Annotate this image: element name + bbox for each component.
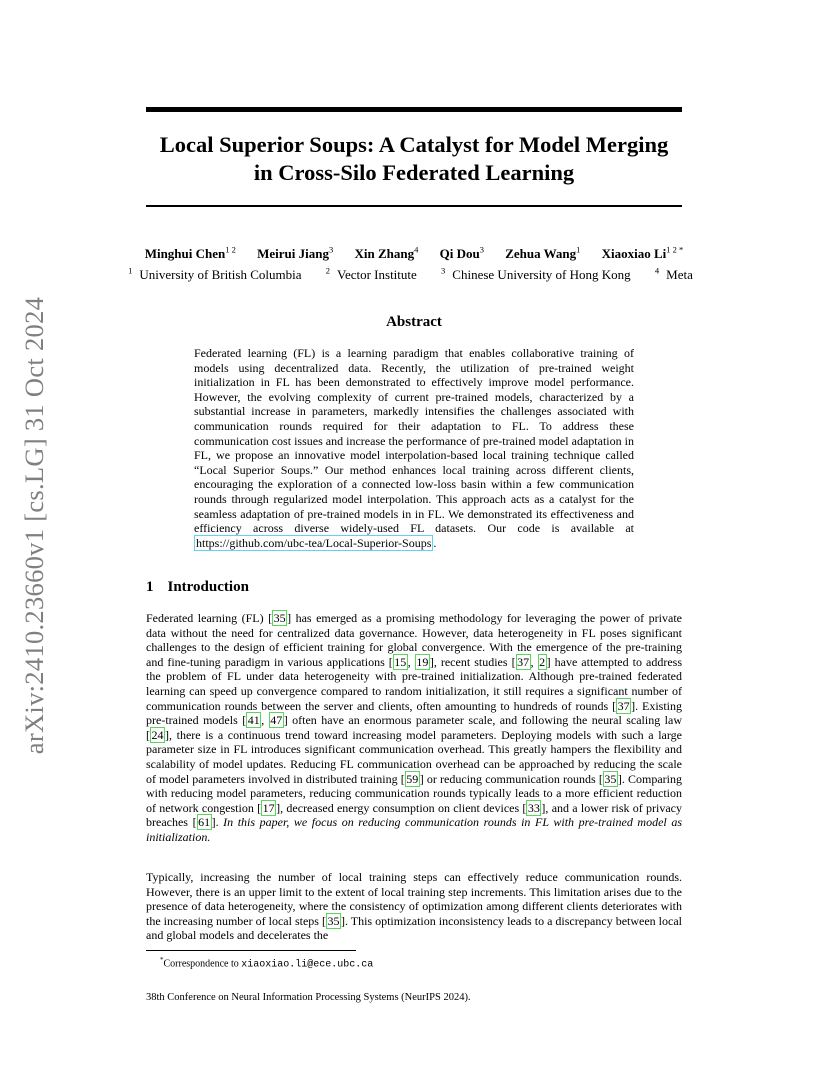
author: Xiaoxiao $Li^{1 2 *}$ (601, 245, 684, 262)
author: Minghui Chen$^{1 2}$ (144, 245, 236, 262)
code-link[interactable]: https://github.com/ubc-tea/Local-Superior-Soups (196, 535, 432, 550)
citation-link[interactable]: 15 (394, 654, 407, 669)
author-names (100, 242, 728, 262)
intro-paragraph-2: Typically, increasing the number of local training steps can effectively reduce communication rounds. However, there is an upper limit to the extent of local training step increments. This limitation arises due to the presence of data heterogeneity, where the consistency of optimization among different clients deteriorates with the increasing number of local steps [ 35 ]. This optimization inconsistency leads to a discrepancy between local and global models and decelerates the (146, 870, 683, 943)
author: Meirui Jiang$^3$ (257, 245, 334, 262)
title-line-2: in Cross-Silo Federated Learning (253, 160, 575, 185)
section-number: 1 (146, 579, 154, 595)
citation-link[interactable]: 17 (262, 800, 275, 815)
affiliation: $^2$ Vector Institute (325, 265, 417, 282)
citation-link[interactable]: 24 (151, 727, 164, 742)
section-title: Introduction (167, 579, 249, 595)
citation-link[interactable]: 41 (247, 713, 260, 728)
citation-link[interactable]: 47 (270, 713, 283, 728)
citation-link[interactable]: 35 (273, 611, 286, 625)
citation-link[interactable]: 2 (539, 654, 546, 669)
venue-note: 38th Conference on Neural Information Processing Systems (NeurIPS 2024). (146, 992, 471, 1003)
abstract-heading: Abstract (386, 314, 442, 330)
title-line-1: Local Superior Soups: A Catalyst for Model Merging (159, 132, 669, 157)
title-bottom-rule (146, 205, 682, 207)
focus-statement: In this paper, we focus on reducing communication rounds in FL with pre-trained model as initialization. (146, 815, 682, 844)
arxiv-identifier-text: arXiv:2410.23660v1 [cs.LG] 31 Oct 2024 (19, 296, 50, 754)
citation-link[interactable]: 61 (198, 815, 211, 830)
affiliation: $^1$ University of British Columbia (128, 265, 302, 282)
paper-title (130, 131, 698, 187)
citation-link[interactable]: 37 (517, 654, 530, 669)
abstract-body: Federated learning (FL) is a learning paradigm that enables collaborative training of models using decentralized data. Recently, the utilization of pre-trained weight initialization in FL has been demonstrated to effectively improve model performance. However, the evolving complexity of current pre-trained models, characterized by a substantial increase in parameters, markedly intensifies the challenges associated with communication rounds required for their adaptation to FL. To address these communication cost issues and increase the performance of pre-trained model adaptation in FL, we propose an innovative model interpolation-based local training technique called “Local Superior Soups.” Our method enhances local training across different clients, encouraging the exploration of a connected low-loss basin within a few communication rounds through regularized model interpolation. This approach acts as a catalyst for the seamless adaptation of pre-trained models in in FL. We demonstrated its effectiveness and efficiency across diverse widely-used FL datasets. Our code is available at https://github.com/ubc-tea/Local-Superior-Soups . (194, 346, 634, 550)
section-heading-introduction (146, 577, 249, 597)
citation-link[interactable]: 19 (416, 654, 429, 669)
author: Qi Dou$^3$ (439, 245, 484, 262)
footnote-rule (146, 950, 356, 951)
citation-link[interactable]: 37 (617, 698, 630, 713)
author: Xin Zhang$^4$ (354, 245, 419, 262)
affiliation: $^3$ Chinese University of Hong Kong (441, 265, 631, 282)
arxiv-identifier (15, 290, 55, 760)
citation-link[interactable]: 35 (604, 771, 617, 786)
citation-link[interactable]: 35 (327, 913, 340, 928)
affiliation: $^4$ Meta (654, 265, 693, 282)
title-top-rule (146, 107, 682, 112)
author-block (100, 242, 728, 283)
email-link[interactable]: xiaoxiao.li@ece.ubc.ca (241, 959, 374, 971)
affiliations (100, 262, 728, 282)
citation-link[interactable]: 59 (406, 771, 419, 786)
author: Zehua Wang$^1$ (505, 245, 581, 262)
footnote: *Correspondence to xiaoxiao.li@ece.ubc.ca (160, 956, 374, 971)
citation-link[interactable]: 33 (527, 800, 540, 815)
intro-paragraph-1: Federated learning (FL) [ 35 ] has emerged as a promising methodology for leveraging the power of private data without the need for centralized data governance. However, data heterogeneity in FL poses significant challenges to the design of efficient training for global convergence. With the emergence of the pre-training and fine-tuning paradigm in various applications [ 15 , 19 ], recent studies [ 37 , 2 ] have attempted to address the problem of FL under data heterogeneity with pre-trained initialization. Although pre-trained federated learning can speed up convergence compared to random initialization, it still requires a significant number of communication rounds between the server and clients, often amounting to hundreds of rounds [ 37 ]. Existing pre-trained models [ 41 , 47 ] often have an enormous parameter scale, and following the neural scaling law [ 24 ], there is a continuous trend toward increasing model parameters. Deploying models with such a large parameter size in FL introduces significant communication overhead. This greatly hampers the flexibility and scalability of model updates. Reducing FL communication overhead can be approached by reducing the scale of model parameters involved in distributed training [ 59 ] or reducing communication rounds [ 35 ]. Comparing with reducing model parameters, reducing communication rounds typically leads to a more efficient reduction of network congestion [ 17 ], decreased energy consumption on client devices [ 33 ], and a lower risk of privacy breaches [ 61 ]. In this paper, we focus on reducing communication rounds in FL with pre-trained model as initialization. (146, 611, 683, 844)
